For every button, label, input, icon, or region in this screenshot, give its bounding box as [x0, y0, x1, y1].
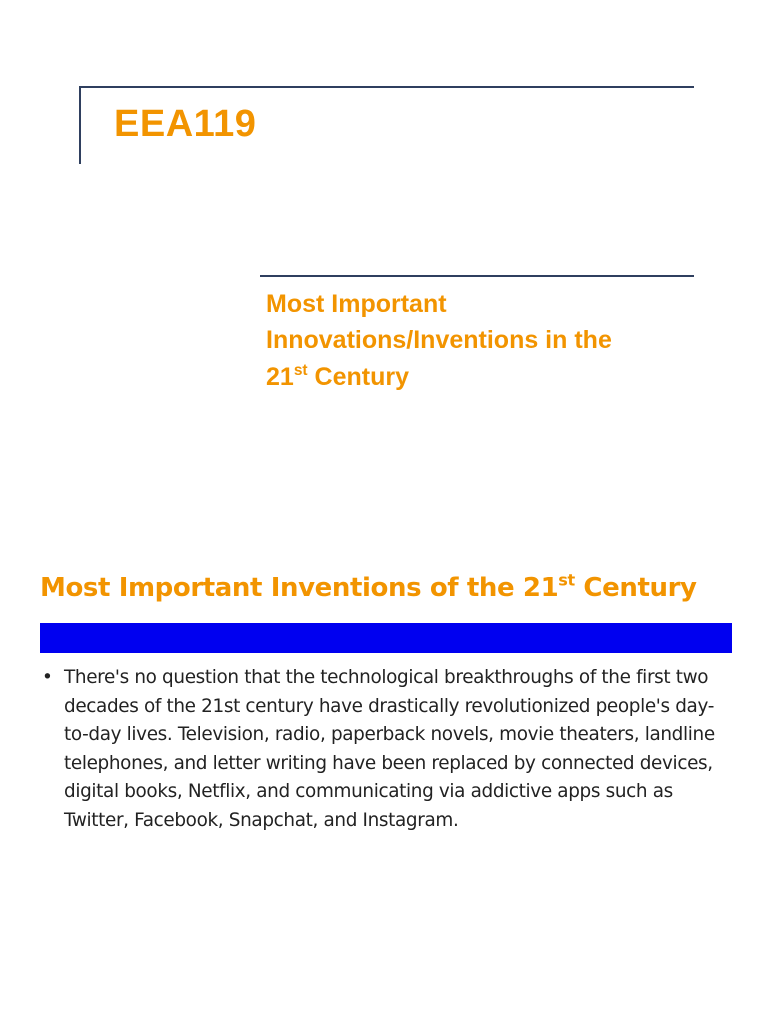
deck-title-ordinal-suffix: st: [293, 361, 308, 379]
section-title-prefix: Most Important Inventions of the 21: [40, 573, 559, 603]
deck-title: [266, 286, 726, 395]
course-code: EEA119: [114, 103, 257, 145]
bullet-icon: •: [42, 667, 53, 688]
left-vertical-rule: [79, 86, 81, 164]
content-slide: [0, 512, 768, 1024]
section-title-ordinal-suffix: st: [558, 570, 575, 590]
top-horizontal-rule: [80, 86, 694, 88]
deck-title-line-3-rest: Century: [307, 362, 410, 391]
deck-title-line-1: Most Important: [266, 290, 447, 318]
bullet-text: There's no question that the technological breakthroughs of the first two decades of the 21st century have drastically revolutionized people's day-to-day lives. Television, radio, paperback novels, movie theaters, landline telephones, and letter writing have been replaced by connected devices, digital books, Netflix, and communicating via addictive apps such as Twitter, Facebook, Snapchat, and Instagram.: [64, 667, 715, 831]
section-title: [40, 570, 697, 604]
subtitle-rule: [260, 275, 694, 277]
list-item: [42, 664, 732, 835]
section-title-suffix: Century: [574, 573, 697, 603]
deck-title-line-3-number: 21: [266, 362, 294, 391]
bullet-list: [42, 664, 732, 835]
title-accent-bar: [40, 623, 732, 653]
deck-title-line-2: Innovations/Inventions in the: [266, 326, 612, 355]
